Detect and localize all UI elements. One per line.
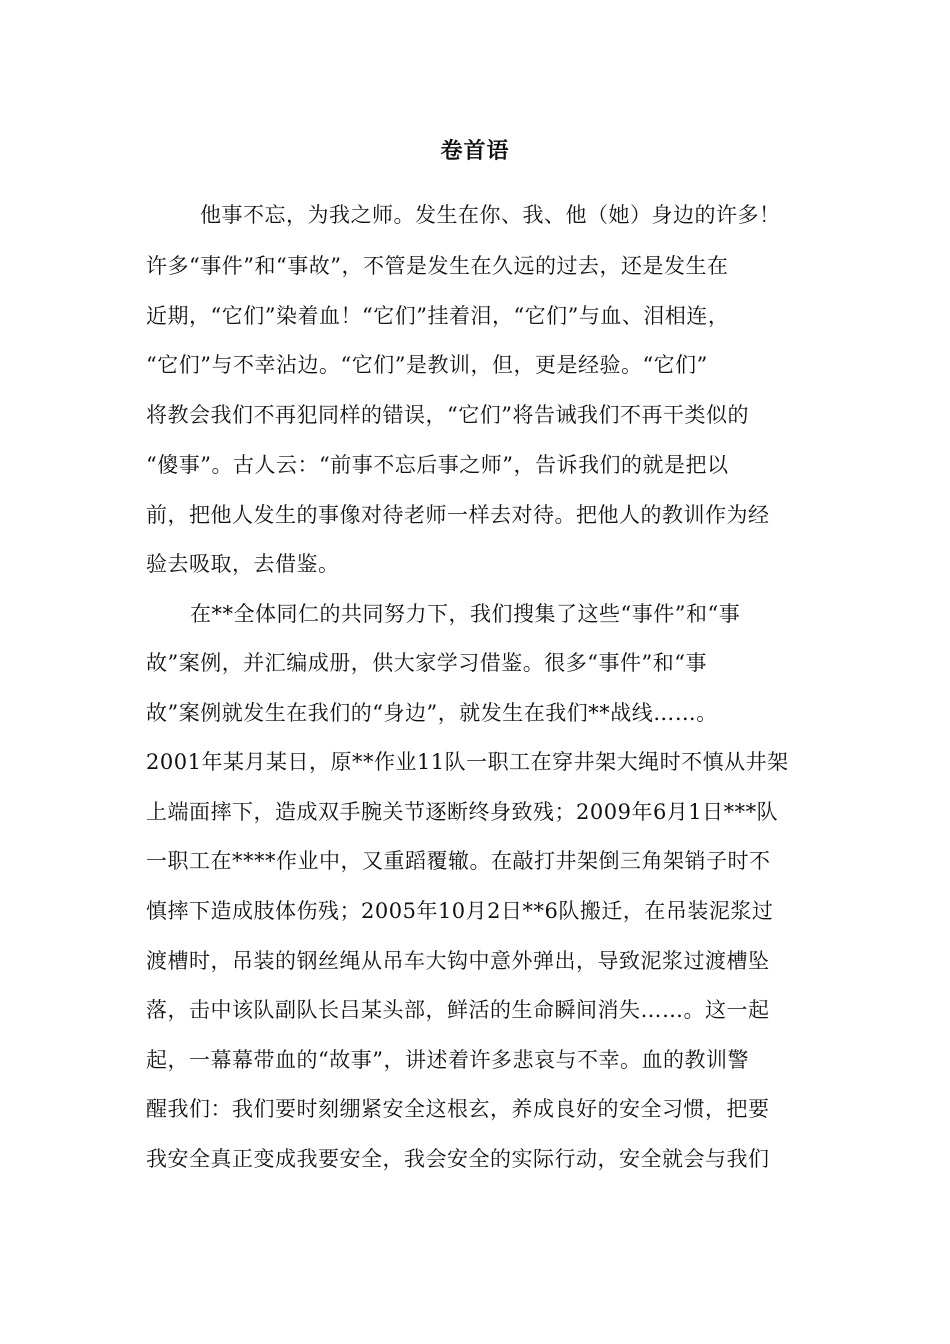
text-line-14: 一职工在****作业中，又重蹈覆辙。在敲打井架倒三角架销子时不 bbox=[146, 849, 771, 873]
text-line-5: 将教会我们不再犯同样的错误，“它们”将告诫我们不再干类似的 bbox=[146, 403, 749, 427]
page-title: 卷首语 bbox=[440, 138, 510, 164]
text-line-17: 落，击中该队副队长吕某头部，鲜活的生命瞬间消失……。这一起 bbox=[146, 998, 770, 1022]
text-line-8: 验去吸取，去借鉴。 bbox=[146, 552, 340, 576]
text-line-6: “傻事”。古人云：“前事不忘后事之师”，告诉我们的就是把以 bbox=[146, 453, 729, 477]
text-line-19: 醒我们：我们要时刻绷紧安全这根玄，养成良好的安全习惯，把要 bbox=[146, 1097, 770, 1121]
text-line-1: 他事不忘，为我之师。发生在你、我、他（她）身边的许多！ bbox=[200, 203, 781, 227]
text-line-16: 渡槽时，吊装的钢丝绳从吊车大钩中意外弹出，导致泥浆过渡槽坠 bbox=[146, 949, 770, 973]
text-line-3: 近期，“它们”染着血！“它们”挂着泪，“它们”与血、泪相连， bbox=[146, 304, 730, 328]
text-line-9: 在**全体同仁的共同努力下，我们搜集了这些“事件”和“事 bbox=[190, 602, 741, 626]
text-line-18: 起，一幕幕带血的“故事”，讲述着许多悲哀与不幸。血的教训警 bbox=[146, 1048, 749, 1072]
text-line-7: 前，把他人发生的事像对待老师一样去对待。把他人的教训作为经 bbox=[146, 503, 770, 527]
text-line-13: 上端面摔下，造成双手腕关节逐断终身致残；2009年6月1日***队 bbox=[146, 800, 779, 824]
text-line-2: 许多“事件”和“事故”，不管是发生在久远的过去，还是发生在 bbox=[146, 254, 729, 278]
text-line-4: “它们”与不幸沾边。“它们”是教训，但，更是经验。“它们” bbox=[146, 353, 708, 377]
text-line-20: 我安全真正变成我要安全，我会安全的实际行动，安全就会与我们 bbox=[146, 1147, 770, 1171]
text-line-12: 2001年某月某日，原**作业11队一职工在穿井架大绳时不慎从井架 bbox=[146, 750, 789, 774]
text-line-10: 故”案例，并汇编成册，供大家学习借鉴。很多“事件”和“事 bbox=[146, 651, 707, 675]
text-line-11: 故”案例就发生在我们的“身边”，就发生在我们**战线……。 bbox=[146, 701, 718, 725]
text-line-15: 慎摔下造成肢体伤残；2005年10月2日**6队搬迁，在吊装泥浆过 bbox=[146, 899, 774, 923]
